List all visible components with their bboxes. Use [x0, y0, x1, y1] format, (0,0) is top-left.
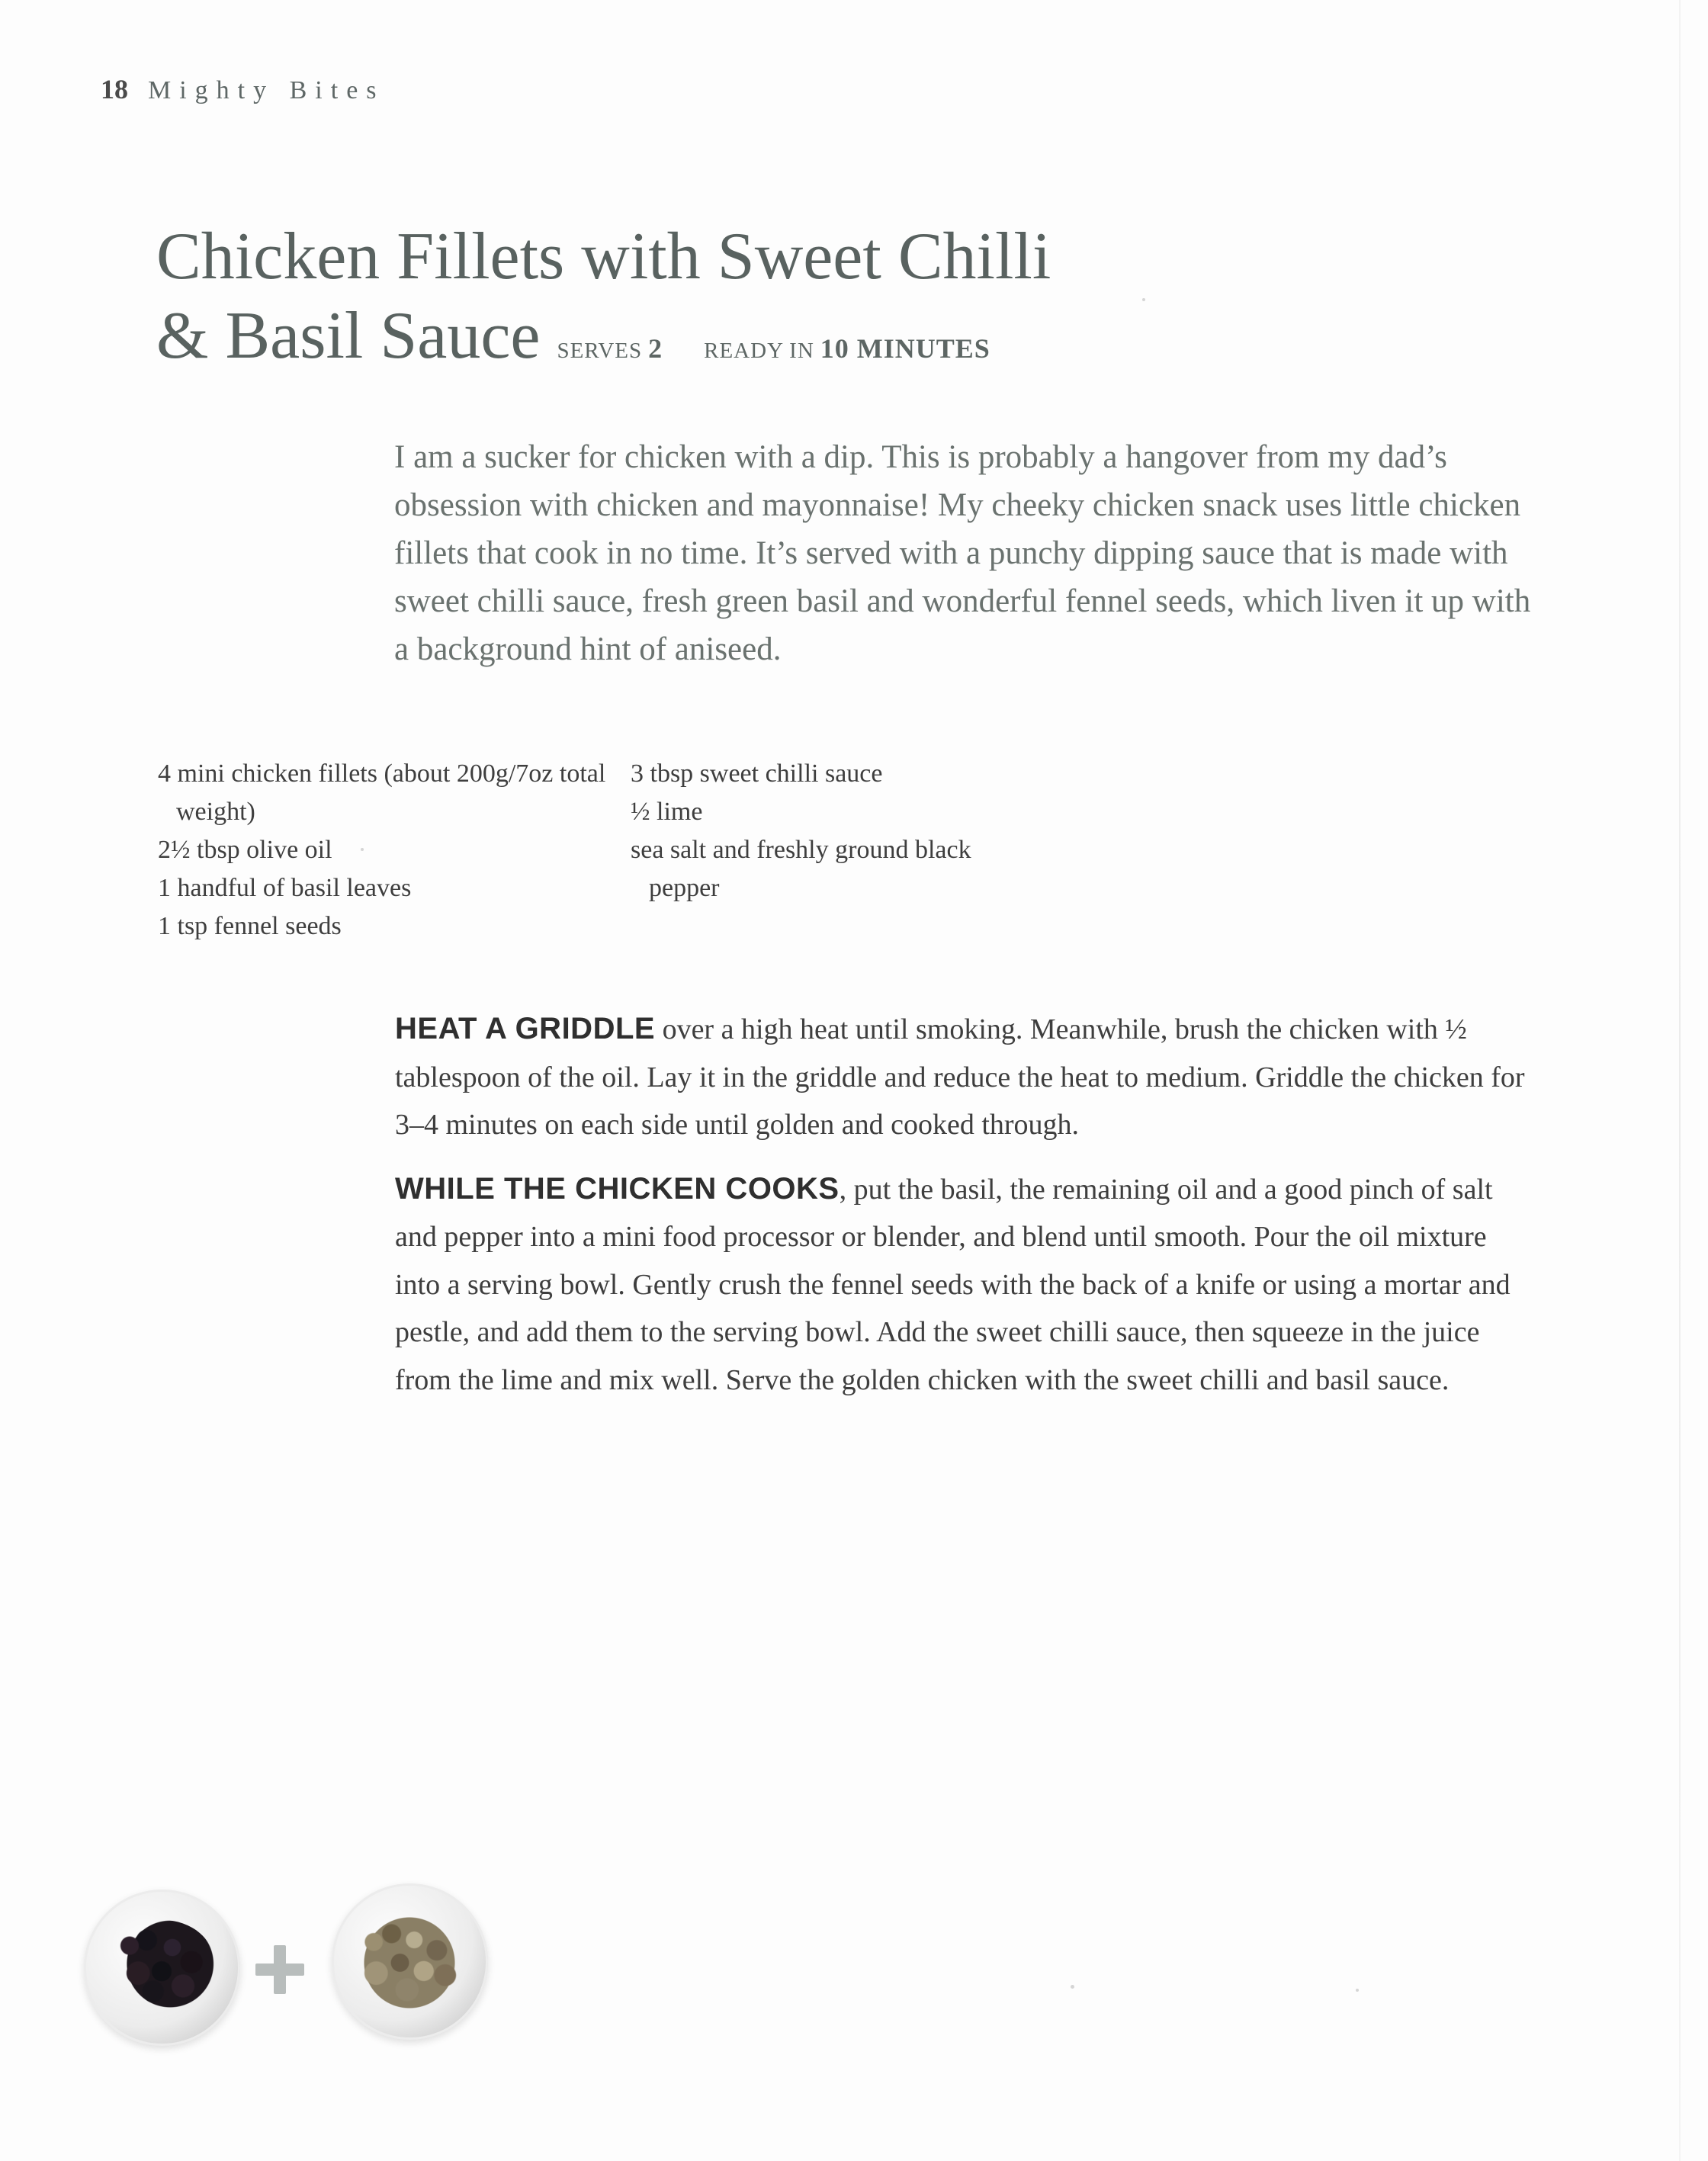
- ready-label: READY IN: [704, 339, 814, 363]
- method-step: [395, 1165, 1531, 1405]
- method-step-text: over a high heat until smoking. Meanwhile, brush the chicken with ½ tablespoon of the oil. Lay it in the griddle and reduce the heat to medium. Griddle the chicken for 3–4 minutes on each side until golden and cooked through.: [395, 1013, 1525, 1141]
- recipe-meta: [557, 309, 990, 390]
- method-step: [395, 1005, 1531, 1149]
- recipe-title-block: [156, 217, 1498, 390]
- recipe-title-line-2-row: [156, 297, 1498, 390]
- serves-value: 2: [648, 333, 663, 364]
- recipe-title-line-2: & Basil Sauce: [156, 299, 541, 373]
- scan-speck: [1142, 298, 1145, 301]
- ingredient-item: 1 handful of basil leaves: [158, 874, 412, 902]
- black-seeds-image: [108, 1920, 215, 2012]
- page-header: [101, 73, 385, 105]
- ingredients-list: [158, 755, 1073, 946]
- ingredients-column-left: [158, 755, 631, 946]
- ingredients-column-right: [631, 755, 1027, 946]
- ingredient-item: 3 tbsp sweet chilli sauce: [631, 759, 883, 788]
- ingredient-item: 1 tsp fennel seeds: [158, 912, 342, 940]
- scan-speck: [1356, 1989, 1359, 1992]
- method-section: [395, 1005, 1531, 1420]
- scan-speck: [1071, 1985, 1074, 1989]
- ingredient-item: 2½ tbsp olive oil: [158, 836, 332, 864]
- plus-icon: [255, 1945, 304, 1994]
- recipe-title-line-1: Chicken Fillets with Sweet Chilli: [156, 220, 1051, 294]
- black-seeds-bowl-icon: [84, 1890, 240, 2046]
- fennel-seeds-bowl-icon: [332, 1883, 488, 2040]
- scan-speck: [361, 848, 364, 851]
- page-number: 18: [101, 74, 128, 104]
- method-step-lead: HEAT A GRIDDLE: [395, 1012, 656, 1045]
- ingredient-item: ½ lime: [631, 798, 703, 826]
- ingredient-item: 4 mini chicken fillets (about 200g/7oz total weight): [158, 759, 606, 826]
- ready-value: 10 MINUTES: [820, 333, 990, 364]
- serves-label: SERVES: [557, 339, 643, 363]
- fennel-seeds-image: [350, 1911, 469, 2015]
- method-step-lead: WHILE THE CHICKEN COOKS: [395, 1171, 840, 1206]
- section-name: Mighty Bites: [148, 76, 385, 104]
- ingredient-item: sea salt and freshly ground black pepper: [631, 836, 971, 902]
- ingredient-images: [84, 1883, 496, 2051]
- page-edge: [1679, 0, 1681, 2161]
- recipe-intro: I am a sucker for chicken with a dip. This is probably a hangover from my dad’s obsession with chicken and mayonnaise! My cheeky chicken snack uses little chicken fillets that cook in no time. It’s served with a punchy dipping sauce that is made with sweet chilli sauce, fresh green basil and wonderful fennel seeds, which liven it up with a background hint of aniseed.: [394, 439, 1531, 667]
- method-step-text: , put the basil, the remaining oil and a good pinch of salt and pepper into a mini food processor or blender, and blend until smooth. Pour the oil mixture into a serving bowl. Gently crush the fennel seeds with the back of a knife or using a mortar and pestle, and add them to the serving bowl. Add the sweet chilli sauce, then squeeze in the juice from the lime and mix well. Serve the golden chicken with the sweet chilli and basil sauce.: [395, 1173, 1511, 1396]
